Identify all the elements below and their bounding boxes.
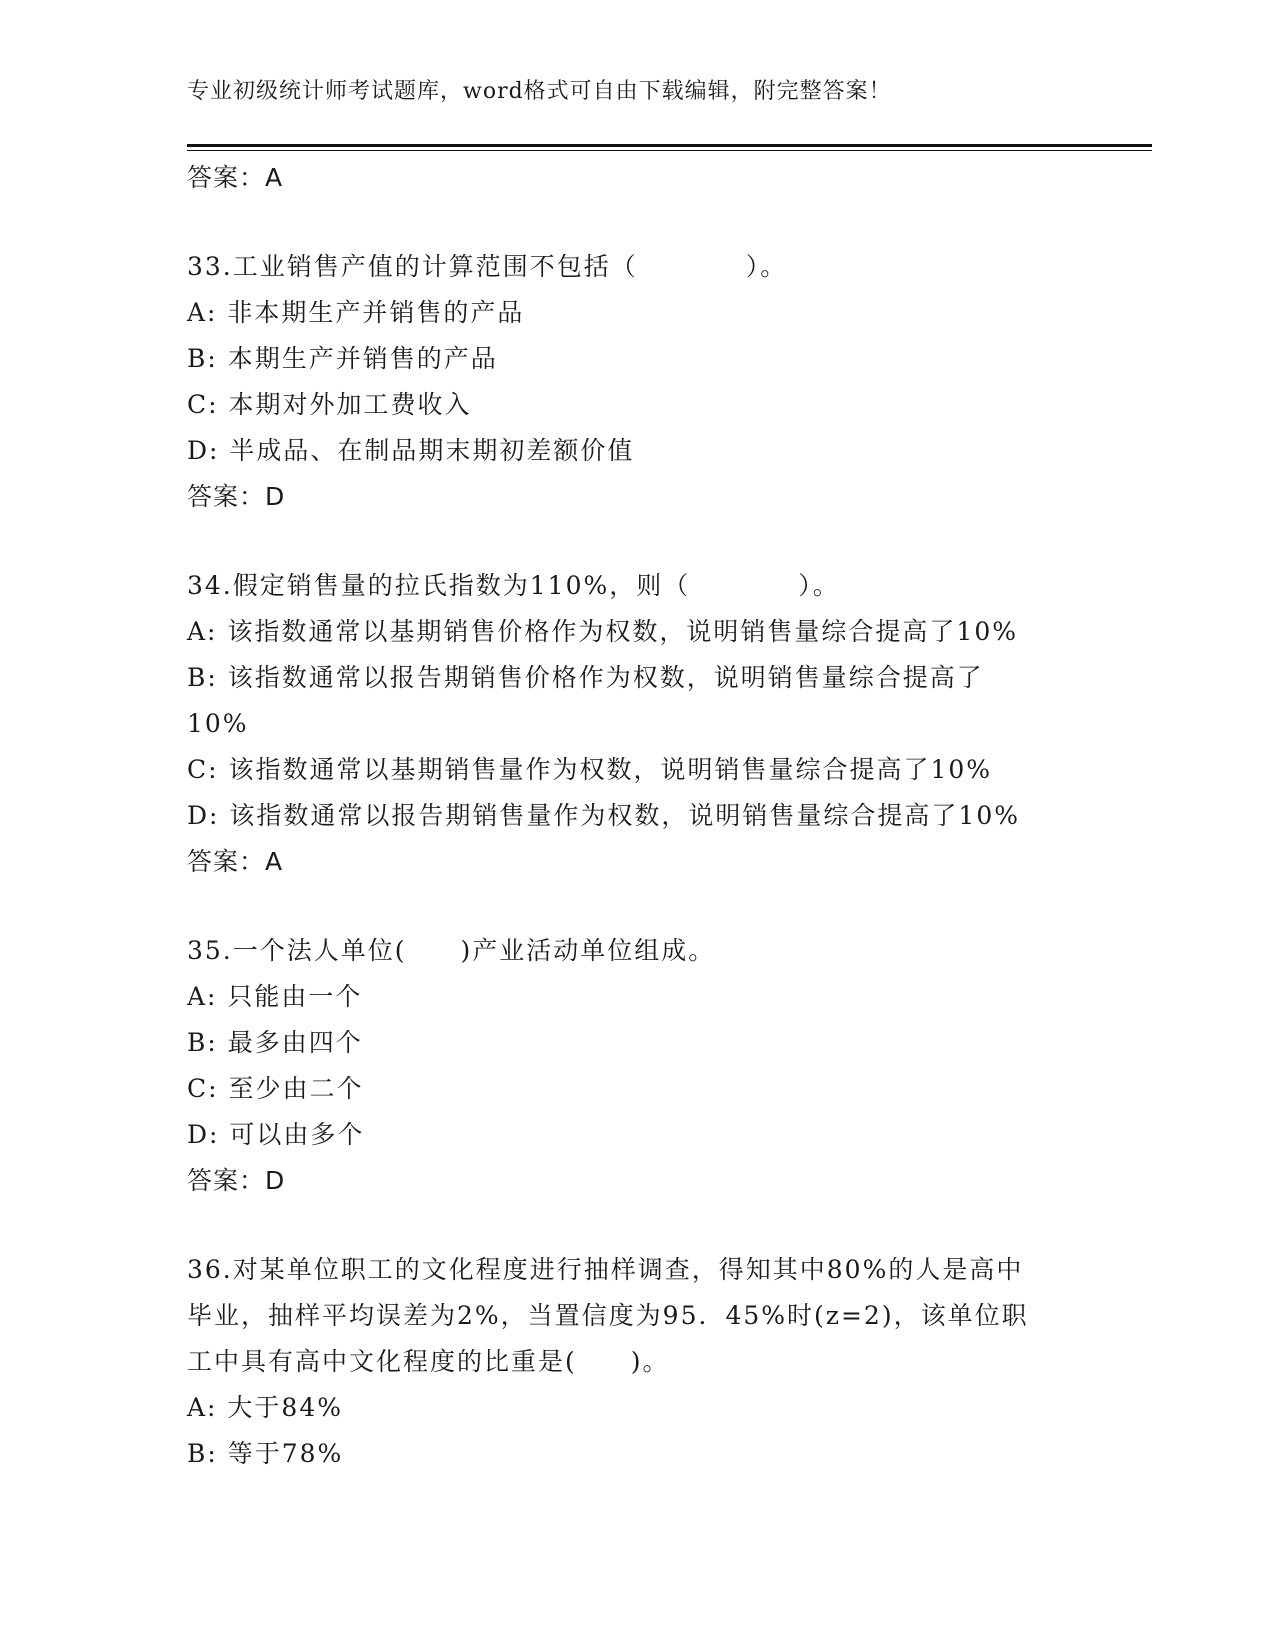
option-a: A: 非本期生产并销售的产品 [187,298,525,327]
spacer [187,201,1087,244]
option-a: A: 大于84% [187,1393,343,1422]
option-b: B: 该指数通常以报告期销售价格作为权数，说明销售量综合提高了10% [187,663,984,738]
spacer [187,520,1087,563]
question-34 [187,563,1087,885]
question-stem: 34.假定销售量的拉氏指数为110%，则（ ）。 [187,571,840,600]
option-d: D: 半成品、在制品期末期初差额价值 [187,436,635,465]
option-b: B: 最多由四个 [187,1028,363,1057]
option-d: D: 可以由多个 [187,1120,365,1149]
page-header: 专业初级统计师考试题库，word格式可自由下载编辑，附完整答案！ [187,79,892,104]
answer: 答案：A [187,847,284,876]
option-c: C: 本期对外加工费收入 [187,390,472,419]
option-a: A: 该指数通常以基期销售价格作为权数，说明销售量综合提高了10% [187,617,1018,646]
spacer [187,885,1087,928]
header-rule-thin [187,150,1152,151]
option-a: A: 只能由一个 [187,982,363,1011]
option-b: B: 等于78% [187,1439,344,1468]
answer-prev: 答案：A [187,163,284,192]
question-35 [187,928,1087,1204]
option-b: B: 本期生产并销售的产品 [187,344,498,373]
option-c: C: 至少由二个 [187,1074,364,1103]
option-c: C: 该指数通常以基期销售量作为权数，说明销售量综合提高了10% [187,755,993,784]
option-d: D: 该指数通常以报告期销售量作为权数，说明销售量综合提高了10% [187,801,1020,830]
question-36 [187,1247,1087,1477]
question-list [187,155,1087,1477]
answer: 答案：D [187,482,286,511]
question-stem: 33.工业销售产值的计算范围不包括（ ）。 [187,252,788,281]
header-rule-thick [187,144,1152,147]
question-33 [187,244,1087,520]
question-stem: 35.一个法人单位( )产业活动单位组成。 [187,936,716,965]
answer: 答案：D [187,1166,286,1195]
question-stem: 36.对某单位职工的文化程度进行抽样调查，得知其中80%的人是高中毕业，抽样平均误差为2%，当置信度为95．45%时(z=2)，该单位职工中具有高中文化程度的比重是( )。 [187,1255,1029,1376]
spacer [187,1204,1087,1247]
